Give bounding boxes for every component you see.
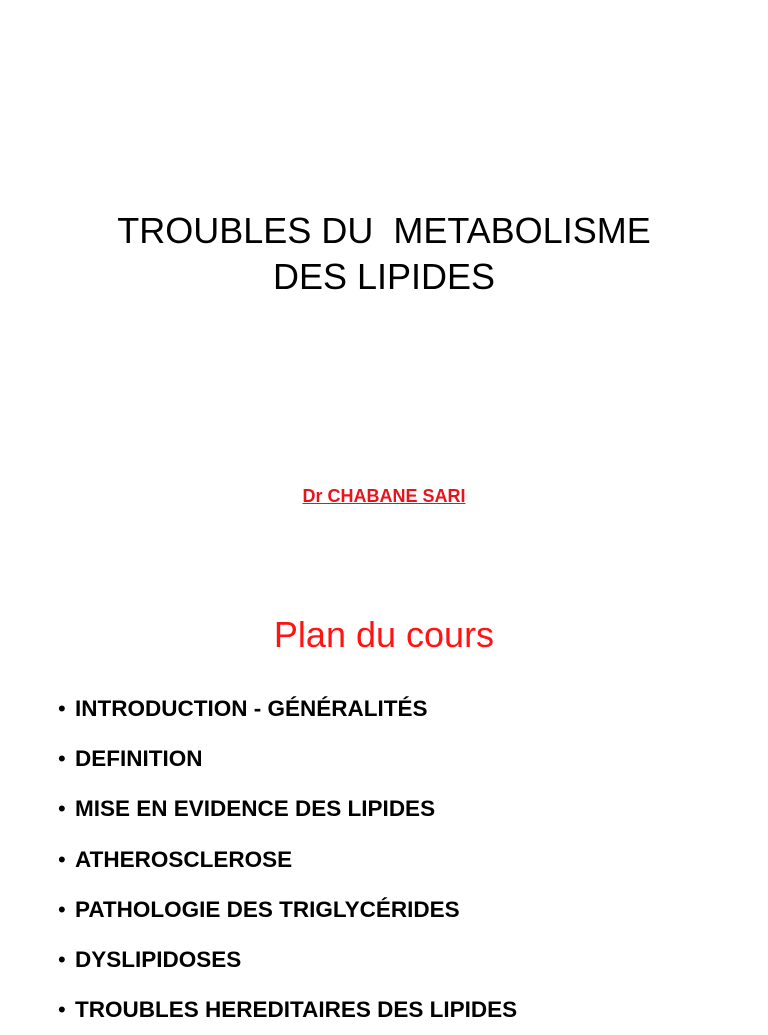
plan-item-label: INTRODUCTION - GÉNÉRALITÉS xyxy=(75,696,428,722)
plan-item-label: ATHEROSCLEROSE xyxy=(75,846,293,872)
bullet-icon: • xyxy=(58,846,66,872)
plan-item-introduction xyxy=(58,684,517,734)
plan-item-dyslipidoses xyxy=(58,935,517,985)
plan-item-label: DEFINITION xyxy=(75,746,203,772)
slide-title xyxy=(0,208,768,300)
plan-item-label: TROUBLES HEREDITAIRES DES LIPIDES xyxy=(75,997,518,1023)
slide-title-line-2: DES LIPIDES xyxy=(272,256,496,297)
bullet-icon: • xyxy=(58,746,66,772)
plan-item-mise-en-evidence xyxy=(58,784,517,834)
bullet-icon: • xyxy=(58,796,66,822)
slide-title-line-1: TROUBLES DU METABOLISME xyxy=(117,210,651,251)
plan-item-label: MISE EN EVIDENCE DES LIPIDES xyxy=(75,796,436,822)
bullet-icon: • xyxy=(58,997,66,1023)
plan-list xyxy=(58,684,517,1035)
plan-item-label: PATHOLOGIE DES TRIGLYCÉRIDES xyxy=(75,896,460,922)
plan-item-atherosclerose xyxy=(58,835,517,885)
plan-item-label: DYSLIPIDOSES xyxy=(75,947,242,973)
plan-item-definition xyxy=(58,734,517,784)
bullet-icon: • xyxy=(58,896,66,922)
bullet-icon: • xyxy=(58,947,66,973)
plan-item-troubles-hereditaires xyxy=(58,985,517,1035)
bullet-icon: • xyxy=(58,696,66,722)
plan-item-triglycerides xyxy=(58,885,517,935)
plan-heading: Plan du cours xyxy=(273,614,495,655)
author-name: Dr CHABANE SARI xyxy=(302,486,466,506)
